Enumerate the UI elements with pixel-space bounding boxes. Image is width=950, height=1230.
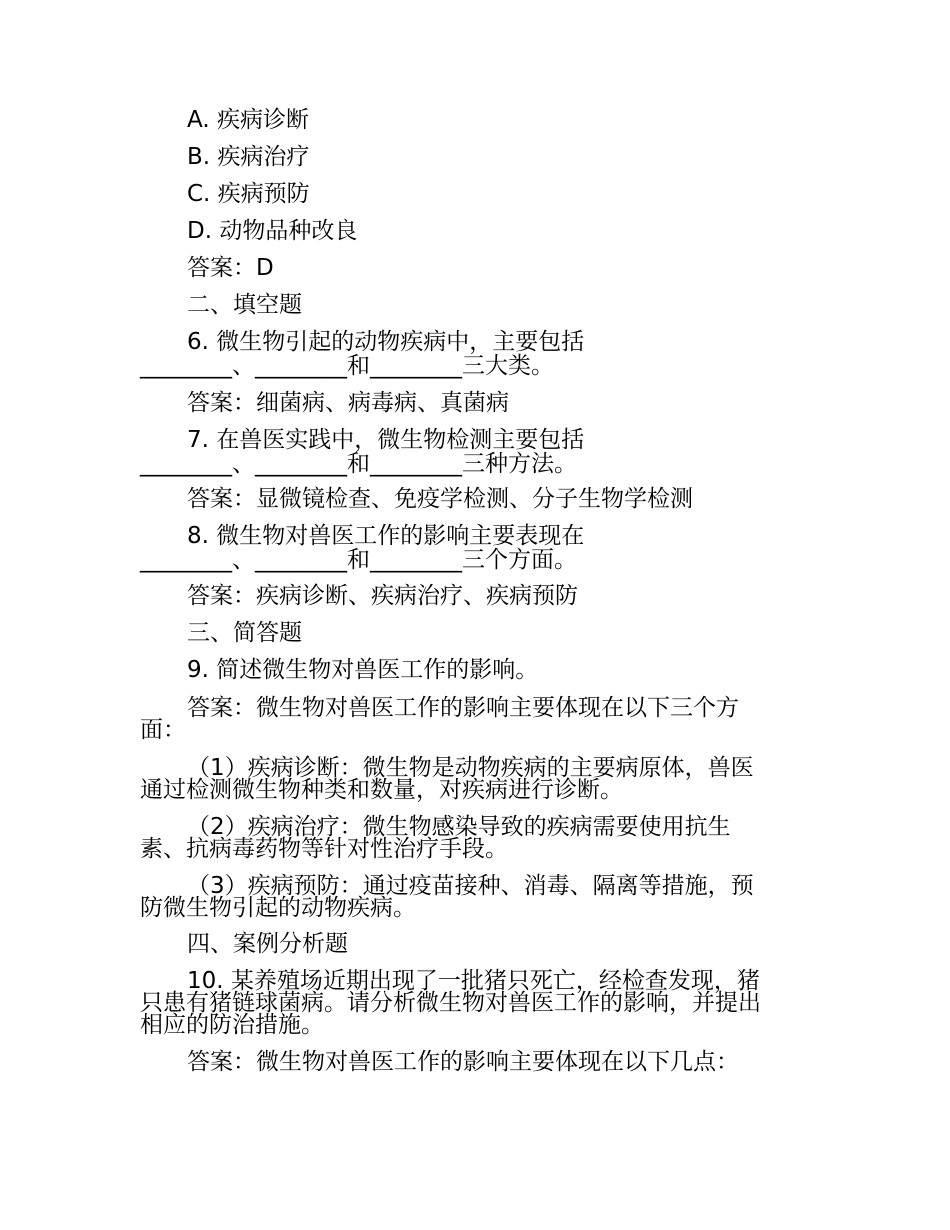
answer-5: 答案：D — [187, 255, 274, 281]
answer-9-intro: 答案：微生物对兽医工作的影响主要体现在以下三个方 — [187, 695, 739, 721]
section-heading-short-answer: 三、简答题 — [187, 620, 302, 646]
answer-9-point-3: （3）疾病预防：通过疫苗接种、消毒、隔离等措施，预 — [187, 873, 754, 899]
answer-6: 答案：细菌病、病毒病、真菌病 — [187, 390, 509, 416]
question-6-blanks: ________、________和________三大类。 — [140, 353, 554, 379]
question-7-blanks: ________、________和________三种方法。 — [140, 451, 577, 477]
section-heading-fill-blank: 二、填空题 — [187, 292, 302, 318]
question-6: 6. 微生物引起的动物疾病中，主要包括 — [187, 329, 585, 355]
question-10-cont-2: 相应的防治措施。 — [140, 1012, 324, 1038]
question-9: 9. 简述微生物对兽医工作的影响。 — [187, 657, 539, 683]
answer-9-intro-cont: 面： — [140, 717, 186, 743]
section-heading-case-analysis: 四、案例分析题 — [187, 931, 348, 957]
answer-9-point-3-cont: 防微生物引起的动物疾病。 — [140, 895, 416, 921]
answer-9-point-1-cont: 通过检测微生物种类和数量，对疾病进行诊断。 — [140, 777, 623, 803]
question-10-cont-1: 只患有猪链球菌病。请分析微生物对兽医工作的影响，并提出 — [140, 990, 761, 1016]
question-10: 10. 某养殖场近期出现了一批猪只死亡，经检查发现，猪 — [187, 968, 760, 994]
answer-7: 答案：显微镜检查、免疫学检测、分子生物学检测 — [187, 486, 693, 512]
answer-9-point-2-cont: 素、抗病毒药物等针对性治疗手段。 — [140, 836, 508, 862]
option-d: D. 动物品种改良 — [187, 218, 358, 244]
question-7: 7. 在兽医实践中，微生物检测主要包括 — [187, 427, 585, 453]
answer-9-point-2: （2）疾病治疗：微生物感染导致的疾病需要使用抗生 — [187, 814, 731, 840]
question-8: 8. 微生物对兽医工作的影响主要表现在 — [187, 523, 585, 549]
option-c: C. 疾病预防 — [187, 181, 310, 207]
answer-9-point-1: （1）疾病诊断：微生物是动物疾病的主要病原体，兽医 — [187, 755, 754, 781]
answer-8: 答案：疾病诊断、疾病治疗、疾病预防 — [187, 583, 578, 609]
answer-10-intro: 答案：微生物对兽医工作的影响主要体现在以下几点： — [187, 1049, 739, 1075]
option-b: B. 疾病治疗 — [187, 144, 310, 170]
option-a: A. 疾病诊断 — [187, 107, 309, 133]
question-8-blanks: ________、________和________三个方面。 — [140, 547, 577, 573]
